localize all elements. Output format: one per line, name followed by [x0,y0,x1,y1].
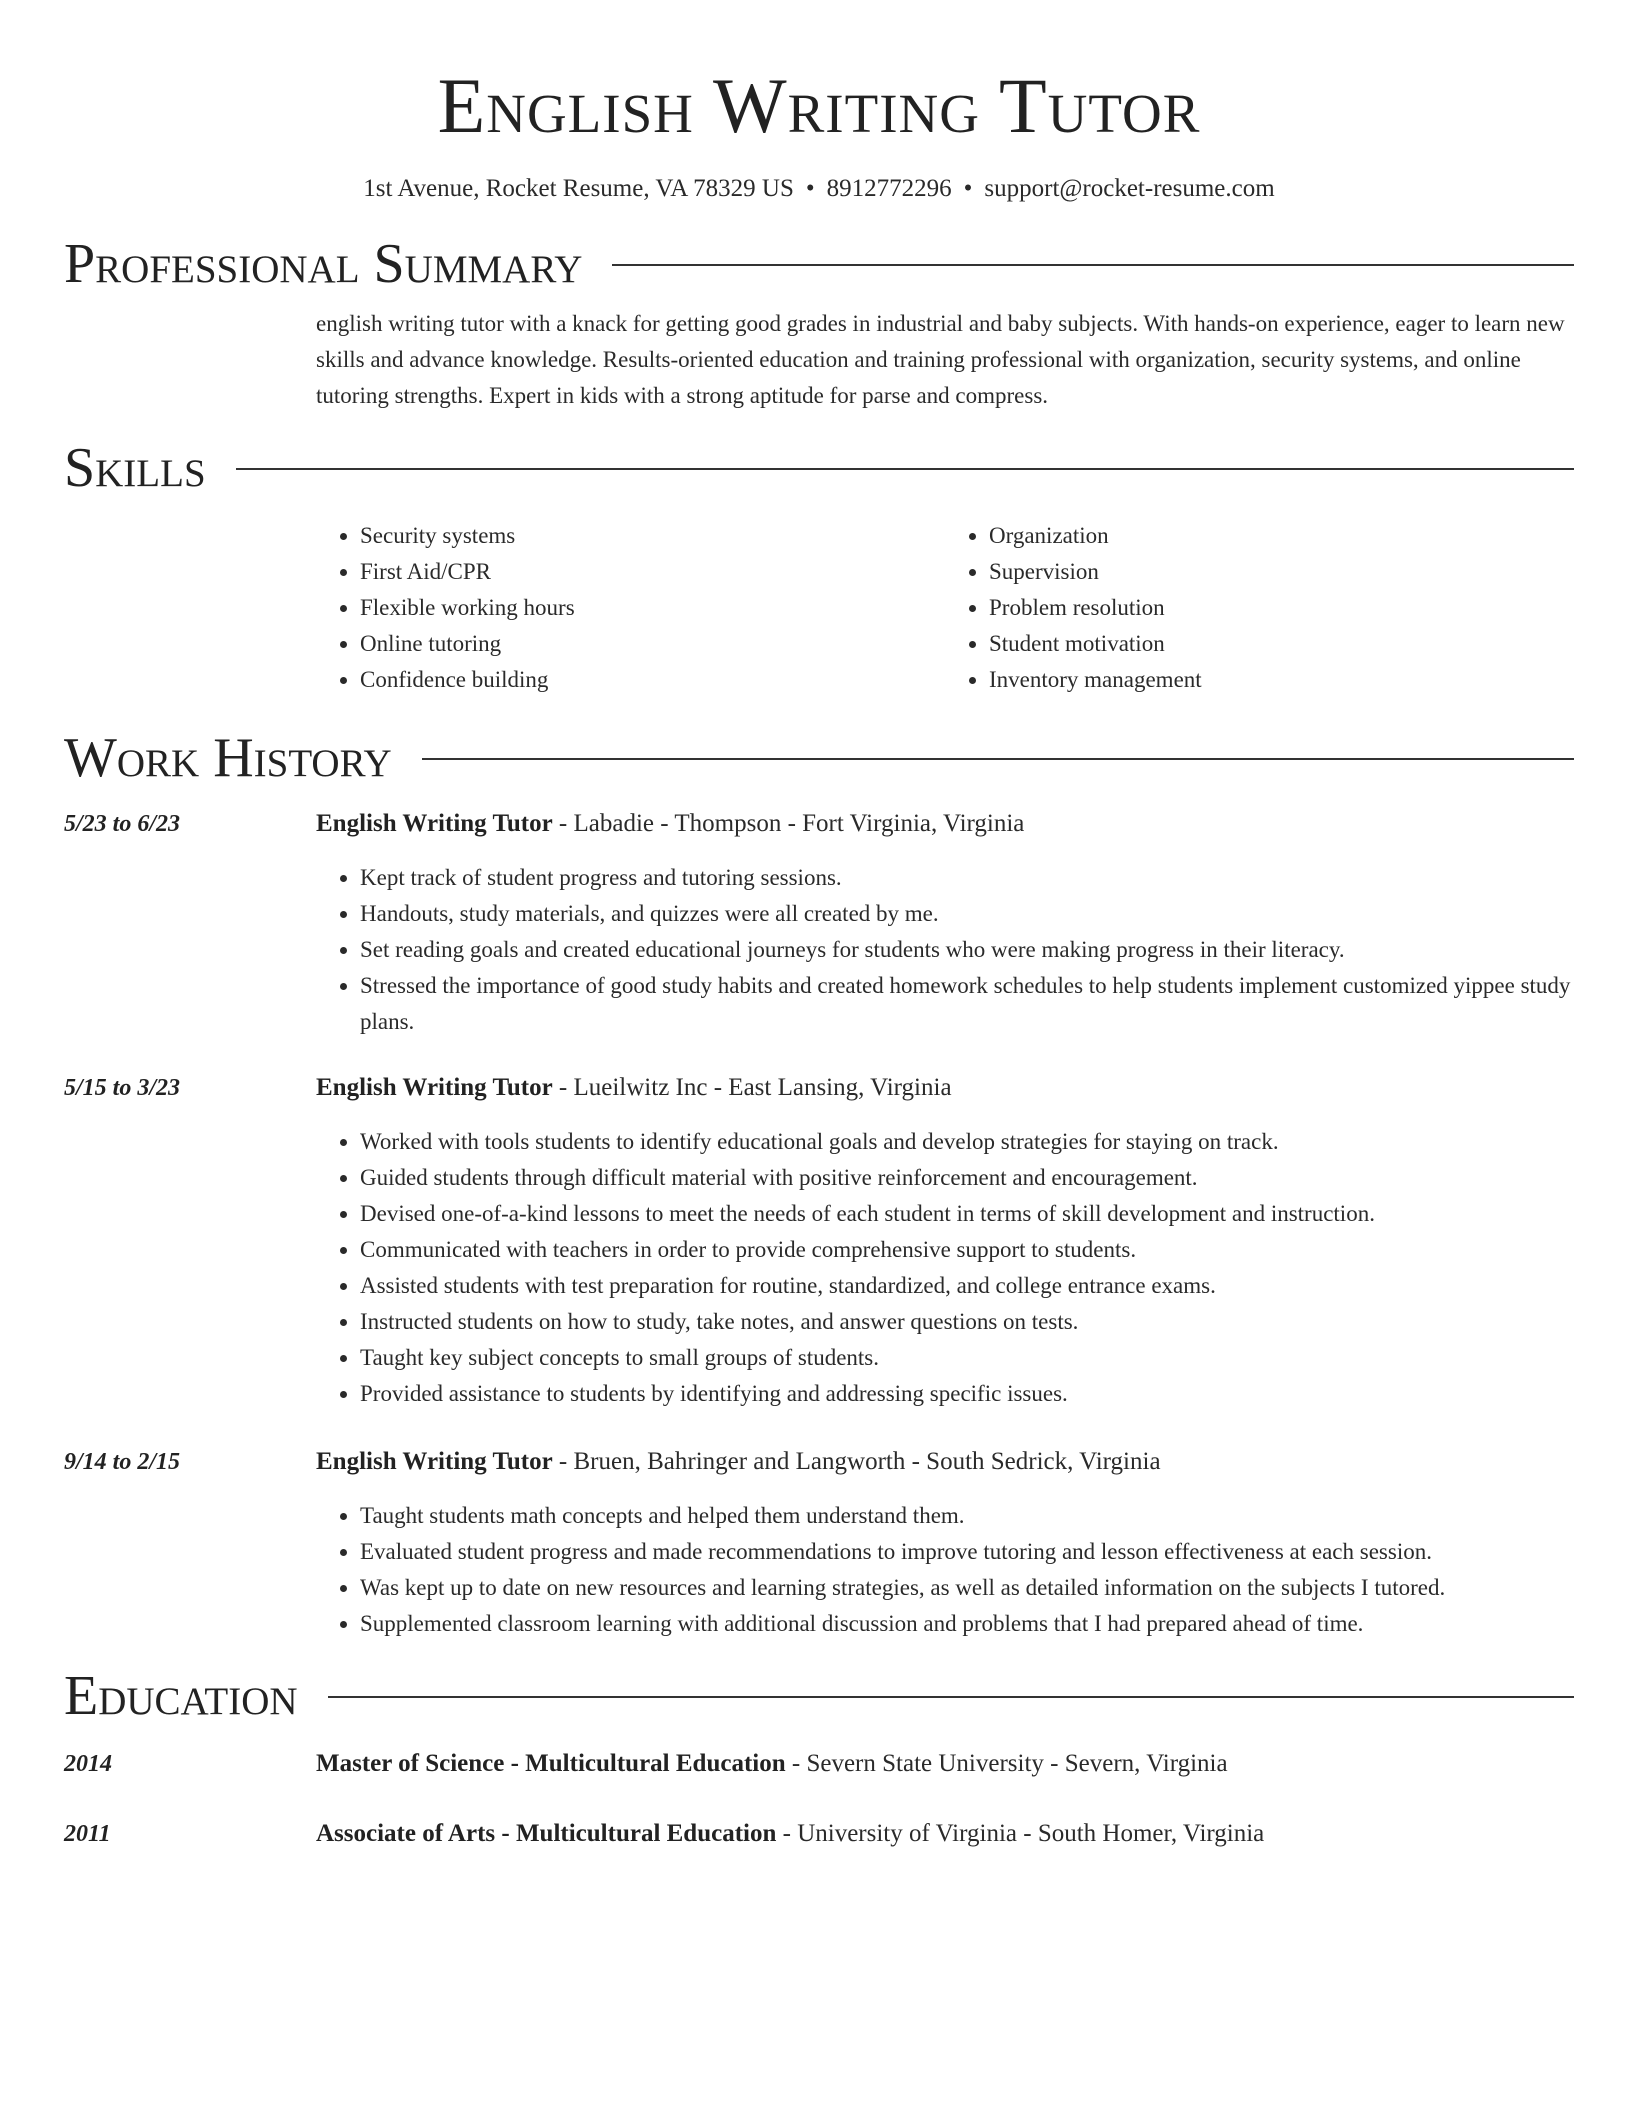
job-entry [64,1444,1574,1642]
summary-section-header [64,234,1574,294]
education-school: - University of Virginia - South Homer, Virginia [776,1820,1265,1847]
section-divider [328,1696,1574,1698]
education-section-header [64,1666,1574,1726]
job-bullet: • Assisted students with test preparation for routine, standardized, and college entrance exams. [360,1268,1375,1304]
education-degree: Master of Science - Multicultural Education [316,1750,786,1777]
job-bullet: • Taught key subject concepts to small groups of students. [360,1340,1375,1376]
contact-address: 1st Avenue, Rocket Resume, VA 78329 US [363,175,794,202]
contact-email[interactable]: support@rocket-resume.com [984,175,1275,202]
skill-item: • Online tutoring [360,626,945,662]
education-year: 2011 [64,1821,111,1847]
job-bullet: • Provided assistance to students by identifying and addressing specific issues. [360,1376,1375,1412]
job-entry [64,806,1574,1040]
education-year: 2014 [64,1751,112,1777]
education-entry [64,1816,1574,1852]
education-heading [316,1816,1264,1852]
job-employer: - Bruen, Bahringer and Langworth - South Sedrick, Virginia [552,1448,1161,1475]
contact-separator: • [805,175,815,202]
job-details [316,1444,1445,1642]
job-employer: - Labadie - Thompson - Fort Virginia, Virginia [552,810,1025,837]
skill-item: • Student motivation [989,626,1574,662]
job-role: English Writing Tutor [316,1074,553,1101]
job-dates: 9/14 to 2/15 [64,1449,181,1475]
skills-section-header [64,438,1574,498]
job-dates: 5/23 to 6/23 [64,811,181,837]
education-heading [316,1746,1228,1782]
skill-item: • Inventory management [989,662,1574,698]
contact-separator: • [963,175,973,202]
skills-list-right [945,518,1574,698]
job-bullet: • Supplemented classroom learning with additional discussion and problems that I had prepared ahead of time. [360,1606,1445,1642]
job-bullet: • Handouts, study materials, and quizzes were all created by me. [360,896,1574,932]
summary-text: english writing tutor with a knack for getting good grades in industrial and baby subjects. With hands-on experience, eager to learn new skills and advance knowledge. Results-oriented education and training professional with organization, security systems, and online tutoring strengths. Expert in kids with a strong aptitude for parse and compress. [316,311,1565,408]
section-divider [612,264,1574,266]
job-bullets [316,860,1574,1040]
skills-title: Skills [64,437,206,499]
skill-item: • Confidence building [360,662,945,698]
job-bullet: • Guided students through difficult material with positive reinforcement and encouragement. [360,1160,1375,1196]
job-bullet: • Set reading goals and created educational journeys for students who were making progress in their literacy. [360,932,1574,968]
job-entry [64,1070,1574,1412]
job-bullet: • Instructed students on how to study, take notes, and answer questions on tests. [360,1304,1375,1340]
job-bullets [316,1498,1445,1642]
work-title: Work History [64,727,392,789]
skills-grid [316,518,1574,698]
summary-title: Professional Summary [64,233,583,295]
job-bullets [316,1124,1375,1412]
job-role: English Writing Tutor [316,810,553,837]
contact-phone: 8912772296 [826,175,952,202]
job-bullet: • Kept track of student progress and tutoring sessions. [360,860,1574,896]
contact-line [64,172,1574,206]
job-heading [316,1070,1375,1106]
summary-body [316,306,1574,414]
section-divider [236,468,1574,470]
job-bullet: • Was kept up to date on new resources and learning strategies, as well as detailed information on the subjects I tutored. [360,1570,1445,1606]
job-bullet: • Communicated with teachers in order to provide comprehensive support to students. [360,1232,1375,1268]
job-bullet: • Worked with tools students to identify educational goals and develop strategies for staying on track. [360,1124,1375,1160]
job-employer: - Lueilwitz Inc - East Lansing, Virginia [552,1074,952,1101]
job-bullet: • Devised one-of-a-kind lessons to meet the needs of each student in terms of skill development and instruction. [360,1196,1375,1232]
job-details [316,806,1574,1040]
job-details [316,1070,1375,1412]
skill-item: • Organization [989,518,1574,554]
job-bullet: • Evaluated student progress and made recommendations to improve tutoring and lesson effectiveness at each session. [360,1534,1445,1570]
education-title: Education [64,1665,298,1727]
skill-item: • First Aid/CPR [360,554,945,590]
resume-name: English Writing Tutor [437,62,1201,149]
resume-page [64,0,1574,1852]
education-school: - Severn State University - Severn, Virginia [785,1750,1228,1777]
job-bullet: • Stressed the importance of good study habits and created homework schedules to help students implement customized yippee study plans. [360,968,1574,1040]
job-dates: 5/15 to 3/23 [64,1075,181,1101]
skill-item: • Security systems [360,518,945,554]
skill-item: • Flexible working hours [360,590,945,626]
education-degree: Associate of Arts - Multicultural Education [316,1820,777,1847]
skills-list-left [316,518,945,698]
job-role: English Writing Tutor [316,1448,553,1475]
work-section-header [64,728,1574,788]
section-divider [422,758,1574,760]
education-entry [64,1746,1574,1782]
skill-item: • Problem resolution [989,590,1574,626]
job-heading [316,806,1574,842]
job-bullet: • Taught students math concepts and helped them understand them. [360,1498,1445,1534]
skill-item: • Supervision [989,554,1574,590]
job-heading [316,1444,1445,1480]
